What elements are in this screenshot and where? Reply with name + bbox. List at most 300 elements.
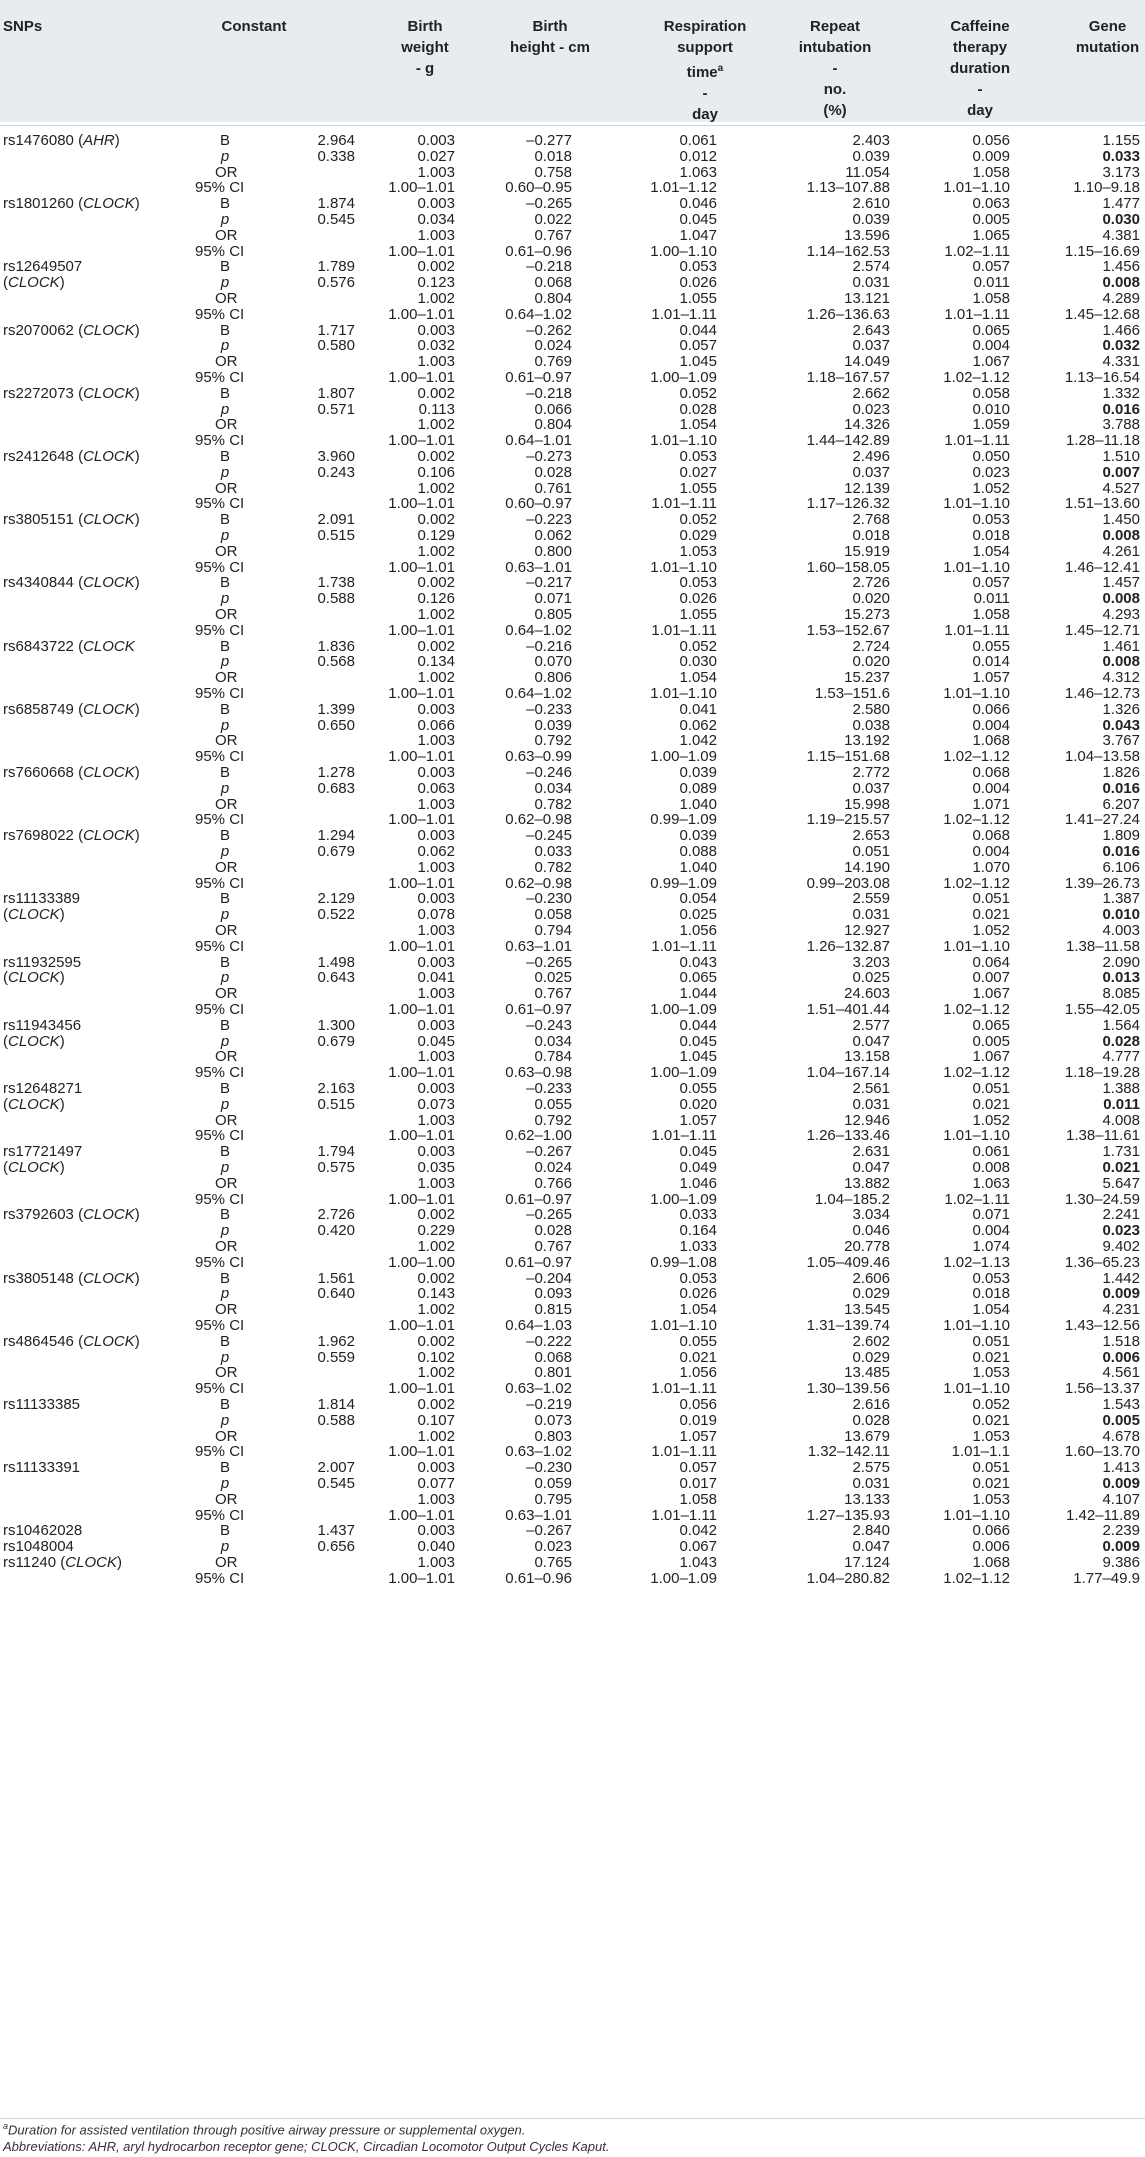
cell-p: 0.066 [417,716,455,734]
cell-ci: 1.01–1.11 [944,621,1010,639]
cell-p: 0.018 [972,527,1010,544]
stat-label: p [220,147,230,165]
cell-p: 0.038 [852,716,890,734]
cell-p: 0.024 [534,337,572,355]
cell-or: 1.059 [972,416,1010,434]
cell-p: 0.007 [1102,463,1140,481]
cell-b: –0.216 [526,637,572,655]
cell-ci: 1.30–139.56 [806,1380,890,1398]
footnote-abbreviations: Abbreviations: AHR, aryl hydrocarbon receptor gene; CLOCK, Circadian Locomotor Output Cycles Kaput. [3,2139,610,2154]
stat-label: p [220,843,230,860]
snp-label: rs11133389 [3,890,81,908]
cell-or: 13.485 [844,1364,890,1382]
stat-label: p [220,779,230,797]
cell-or: 1.002 [417,606,455,623]
cell-p: 0.034 [534,1032,572,1050]
cell-ci: 1.00–1.01 [388,369,455,386]
cell-b: 0.003 [417,1143,455,1161]
cell-p: 0.010 [1102,906,1140,924]
stat-label: p [220,1032,230,1050]
stat-label: OR [215,985,238,1003]
cell-ci: 1.01–1.11 [944,432,1010,450]
cell-or: 13.545 [844,1301,890,1319]
stat-label: B [219,384,230,402]
header-constant: Constant [221,18,287,35]
cell-ci: 1.51–401.44 [806,1001,890,1018]
cell-b: 0.056 [972,132,1010,149]
cell-or: 1.063 [679,163,717,181]
cell-b: 0.033 [679,1206,717,1224]
cell-ci: 1.01–1.11 [651,1506,717,1524]
cell-or: 1.047 [679,226,717,244]
header-repeat-intubation: Repeat intubation - no. (%) [798,18,872,119]
cell-p: 0.063 [417,779,455,797]
cell-or: 1.002 [417,1427,455,1445]
cell-p: 0.018 [972,1285,1010,1303]
stat-label: p [220,716,230,734]
cell-ci: 1.02–1.12 [943,369,1010,386]
cell-ci: 1.38–11.61 [1066,1127,1140,1145]
cell-ci: 0.61–0.97 [505,1190,572,1208]
cell-or: 1.067 [972,985,1010,1003]
stat-label: B [219,195,230,213]
cell-or: 1.053 [972,1364,1010,1382]
cell-p: 0.029 [852,1348,890,1366]
stat-label: 95% CI [195,1443,245,1461]
cell-b: –0.233 [526,1080,572,1097]
cell-ci: 0.61–0.97 [505,1253,572,1271]
stat-label: p [220,969,230,987]
cell-b: 0.061 [972,1143,1010,1161]
cell-ci: 1.60–13.70 [1064,1443,1140,1461]
cell-or: 4.008 [1102,1111,1140,1129]
cell-or: 1.067 [972,1048,1010,1066]
cell-ci: 1.26–132.87 [806,937,890,955]
cell-or: 13.121 [844,290,890,307]
cell-or: 1.056 [679,1364,717,1382]
stat-label: B [219,448,230,465]
cell-or: 4.527 [1102,479,1140,497]
cell-ci: 1.39–26.73 [1064,874,1140,892]
stat-label: 95% CI [195,1253,245,1271]
cell-b: 0.055 [679,1080,717,1097]
cell-p: 0.026 [679,274,717,292]
cell-b: 0.039 [679,764,717,781]
stat-label: 95% CI [195,558,245,576]
cell-p: 0.020 [852,590,890,608]
cell-b: 0.002 [417,511,455,529]
cell-ci: 0.64–1.02 [505,305,572,323]
cell-or: 0.782 [534,795,572,813]
cell-or: 0.804 [534,416,572,434]
cell-ci: 1.01–1.1 [951,1443,1010,1461]
constant-p: 0.568 [317,653,355,671]
cell-b: 2.643 [852,321,890,339]
cell-or: 1.002 [417,1238,455,1255]
cell-b: 0.003 [417,827,455,845]
cell-p: 0.016 [1102,843,1140,860]
cell-p: 0.005 [972,211,1010,228]
cell-ci: 0.64–1.02 [505,621,572,639]
cell-p: 0.065 [679,969,717,987]
cell-ci: 1.32–142.11 [807,1443,890,1461]
cell-or: 0.784 [534,1048,572,1066]
cell-b: 0.003 [417,1016,455,1034]
cell-ci: 1.01–1.11 [651,1127,717,1145]
cell-ci: 0.99–203.08 [806,874,890,892]
cell-or: 1.057 [972,669,1010,687]
constant-b: 2.726 [317,1206,355,1224]
cell-or: 1.071 [972,795,1010,813]
cell-p: 0.032 [1102,337,1140,355]
cell-p: 0.057 [679,337,717,355]
cell-b: –0.265 [526,1206,572,1224]
cell-or: 3.173 [1102,163,1140,181]
stat-label: p [220,1222,230,1240]
stat-label: p [220,1411,230,1429]
constant-b: 2.964 [317,132,355,149]
cell-p: 0.020 [679,1095,717,1113]
stat-label: OR [215,416,238,434]
cell-ci: 1.00–1.01 [388,1064,455,1082]
constant-p: 0.650 [317,716,355,734]
cell-b: 2.403 [852,132,890,149]
stat-label: 95% CI [195,1569,245,1587]
cell-ci: 1.01–1.10 [943,558,1010,576]
cell-p: 0.077 [417,1475,455,1492]
constant-p: 0.656 [317,1538,355,1556]
stat-label: B [219,1522,230,1540]
constant-p: 0.575 [317,1159,355,1176]
cell-p: 0.021 [972,1411,1010,1429]
cell-b: 1.826 [1102,764,1140,781]
constant-p: 0.580 [317,337,355,355]
cell-or: 4.003 [1102,922,1140,939]
cell-p: 0.023 [534,1538,572,1556]
stat-label: B [219,1396,230,1413]
cell-p: 0.005 [1102,1411,1140,1429]
snp-label: rs6843722 (CLOCK [3,637,135,655]
cell-b: 0.057 [972,258,1010,276]
cell-p: 0.047 [852,1032,890,1050]
cell-or: 1.002 [417,290,455,307]
cell-or: 11.054 [845,163,890,181]
cell-b: 3.203 [852,953,890,971]
cell-or: 1.052 [972,479,1010,497]
stat-label: 95% CI [195,1506,245,1524]
cell-or: 4.107 [1102,1490,1140,1508]
snp-label: rs2070062 (CLOCK) [3,321,140,339]
cell-b: –0.230 [526,890,572,908]
cell-b: –0.218 [526,258,572,276]
cell-p: 0.030 [679,653,717,671]
cell-ci: 1.14–162.53 [806,242,890,260]
stat-label: B [219,321,230,339]
cell-b: 0.058 [972,384,1010,402]
cell-b: 1.461 [1102,637,1140,655]
cell-ci: 0.63–1.01 [505,937,572,955]
cell-p: 0.027 [417,147,455,165]
cell-ci: 1.31–139.74 [806,1317,890,1334]
stat-label: 95% CI [195,1317,245,1334]
cell-or: 1.003 [417,1554,455,1571]
cell-or: 0.765 [534,1554,572,1571]
constant-p: 0.683 [317,779,355,797]
cell-ci: 1.77–49.9 [1073,1569,1140,1587]
cell-or: 1.003 [417,858,455,876]
cell-b: 0.053 [679,258,717,276]
cell-ci: 0.61–0.97 [505,369,572,386]
cell-ci: 1.02–1.11 [944,242,1010,260]
cell-p: 0.126 [417,590,455,608]
cell-p: 0.022 [534,211,572,228]
stat-label: p [220,906,230,924]
cell-p: 0.031 [852,906,890,924]
cell-b: 1.477 [1102,195,1140,213]
cell-b: 1.564 [1102,1016,1140,1034]
stat-label: p [220,1348,230,1366]
constant-p: 0.515 [317,527,355,544]
cell-b: 1.388 [1102,1080,1140,1097]
stat-label: OR [215,606,238,623]
cell-b: –0.246 [526,764,572,781]
cell-b: –0.219 [526,1396,572,1413]
cell-or: 4.381 [1102,226,1140,244]
stat-label: 95% CI [195,305,245,323]
cell-p: 0.028 [679,400,717,418]
cell-b: 0.056 [679,1396,717,1413]
cell-b: 2.631 [852,1143,890,1161]
constant-b: 1.814 [317,1396,355,1413]
cell-or: 1.052 [972,922,1010,939]
cell-or: 1.003 [417,1174,455,1192]
cell-ci: 1.41–27.24 [1064,811,1140,829]
cell-p: 0.004 [972,779,1010,797]
cell-or: 4.312 [1102,669,1140,687]
cell-or: 0.792 [534,1111,572,1129]
cell-or: 1.040 [679,795,717,813]
cell-ci: 1.01–1.10 [943,1127,1010,1145]
cell-or: 14.326 [844,416,890,434]
snp-label: rs17721497 [3,1143,83,1161]
header-snps: SNPs [3,18,43,35]
stat-label: B [219,890,230,908]
cell-b: 0.044 [679,321,717,339]
cell-ci: 1.00–1.01 [388,179,455,197]
cell-or: 1.042 [679,732,717,750]
cell-b: 0.002 [417,384,455,402]
stat-label: OR [215,1301,238,1319]
cell-ci: 1.00–1.01 [388,874,455,892]
cell-or: 1.003 [417,163,455,181]
cell-or: 0.767 [534,226,572,244]
cell-or: 0.767 [534,1238,572,1255]
cell-p: 0.031 [852,274,890,292]
cell-ci: 1.02–1.12 [943,748,1010,766]
cell-or: 4.678 [1102,1427,1140,1445]
stat-label: OR [215,1174,238,1192]
stat-label: B [219,1143,230,1161]
cell-ci: 0.62–0.98 [505,811,572,829]
cell-ci: 1.17–126.32 [806,495,890,513]
cell-ci: 1.30–24.59 [1064,1190,1140,1208]
cell-b: 1.387 [1102,890,1140,908]
cell-ci: 1.01–1.10 [650,558,717,576]
cell-or: 1.045 [679,353,717,371]
cell-or: 1.003 [417,353,455,371]
stat-label: OR [215,1427,238,1445]
stat-label: OR [215,163,238,181]
cell-or: 1.058 [972,163,1010,181]
cell-ci: 0.63–1.01 [505,558,572,576]
header-respiration: Respiration support time$^a$ - day [663,18,747,123]
cell-ci: 1.04–185.2 [814,1190,890,1208]
cell-ci: 0.62–1.00 [505,1127,572,1145]
cell-b: 0.003 [417,1459,455,1477]
cell-ci: 1.00–1.00 [388,1253,455,1271]
cell-p: 0.006 [1102,1348,1140,1366]
stat-label: OR [215,1490,238,1508]
cell-b: 0.003 [417,890,455,908]
cell-b: 2.606 [852,1269,890,1287]
cell-p: 0.046 [852,1222,890,1240]
cell-ci: 1.05–409.46 [806,1253,890,1271]
cell-p: 0.040 [417,1538,455,1556]
constant-b: 1.300 [317,1016,355,1034]
constant-b: 1.437 [317,1522,355,1540]
footer-divider [0,2118,1145,2119]
cell-or: 6.207 [1102,795,1140,813]
stat-label: 95% CI [195,1064,245,1082]
cell-p: 0.008 [972,1159,1010,1176]
cell-ci: 1.26–136.63 [806,305,890,323]
cell-p: 0.023 [1102,1222,1140,1240]
cell-p: 0.017 [679,1475,717,1492]
cell-p: 0.066 [534,400,572,418]
cell-p: 0.034 [417,211,455,228]
cell-ci: 1.00–1.01 [388,558,455,576]
cell-ci: 1.15–151.68 [806,748,890,766]
cell-p: 0.039 [852,147,890,165]
snp-label: rs11932595 [3,953,82,971]
cell-or: 1.053 [972,1490,1010,1508]
cell-b: 1.543 [1102,1396,1140,1413]
cell-b: 1.518 [1102,1332,1140,1350]
cell-p: 0.143 [417,1285,455,1303]
cell-ci: 1.00–1.01 [388,495,455,513]
cell-b: 2.241 [1102,1206,1140,1224]
snp-label: rs2272073 (CLOCK) [3,384,140,402]
cell-or: 0.815 [534,1301,572,1319]
cell-or: 0.794 [534,922,572,939]
cell-p: 0.004 [972,716,1010,734]
cell-b: 1.326 [1102,700,1140,718]
cell-p: 0.068 [534,1348,572,1366]
cell-b: –0.223 [526,511,572,529]
stat-label: B [219,1332,230,1350]
cell-ci: 1.00–1.01 [388,748,455,766]
cell-or: 1.054 [679,1301,717,1319]
cell-or: 15.998 [844,795,890,813]
cell-or: 1.053 [679,542,717,560]
stat-label: 95% CI [195,1380,245,1398]
cell-ci: 1.01–1.10 [943,1380,1010,1398]
cell-p: 0.129 [417,527,455,544]
cell-ci: 1.56–13.37 [1064,1380,1140,1398]
cell-p: 0.034 [534,779,572,797]
cell-ci: 1.00–1.01 [388,811,455,829]
cell-p: 0.009 [972,147,1010,165]
cell-p: 0.031 [852,1475,890,1492]
constant-b: 1.874 [317,195,355,213]
cell-ci: 0.61–0.96 [505,242,572,260]
cell-b: –0.218 [526,384,572,402]
snp-label: rs3805148 (CLOCK) [3,1269,140,1287]
stat-label: p [220,274,230,292]
cell-or: 1.002 [417,1364,455,1382]
cell-or: 0.767 [534,985,572,1003]
cell-p: 0.028 [534,1222,572,1240]
cell-or: 1.058 [679,1490,717,1508]
cell-b: 0.003 [417,764,455,781]
constant-b: 1.399 [317,700,355,718]
cell-b: 0.043 [679,953,717,971]
stat-label: OR [215,922,238,939]
cell-b: 0.002 [417,258,455,276]
constant-p: 0.522 [317,906,355,924]
cell-ci: 1.00–1.01 [388,432,455,450]
cell-or: 1.002 [417,416,455,434]
snp-gene-label: (CLOCK) [3,1159,65,1176]
cell-ci: 1.01–1.11 [651,1380,717,1398]
stat-label: 95% CI [195,432,245,450]
cell-b: 2.772 [852,764,890,781]
stat-label: B [219,637,230,655]
header-divider [0,125,1145,126]
cell-or: 13.192 [844,732,890,750]
cell-p: 0.011 [973,590,1010,608]
stat-label: 95% CI [195,369,245,386]
cell-p: 0.106 [417,463,455,481]
cell-b: –0.273 [526,448,572,465]
cell-ci: 1.02–1.12 [943,874,1010,892]
cell-b: 0.066 [972,700,1010,718]
cell-p: 0.031 [852,1095,890,1113]
cell-p: 0.009 [1102,1285,1140,1303]
cell-p: 0.016 [1102,779,1140,797]
cell-b: 1.450 [1102,511,1140,529]
cell-b: 0.065 [972,1016,1010,1034]
stat-label: OR [215,353,238,371]
cell-p: 0.229 [417,1222,455,1240]
cell-or: 1.054 [679,669,717,687]
cell-b: 1.442 [1102,1269,1140,1287]
cell-p: 0.025 [679,906,717,924]
cell-b: 1.809 [1102,827,1140,845]
cell-b: 1.332 [1102,384,1140,402]
cell-b: 0.052 [679,384,717,402]
cell-b: 0.046 [679,195,717,213]
snp-label: rs4340844 (CLOCK) [3,574,140,592]
cell-b: 0.045 [679,1143,717,1161]
cell-p: 0.073 [534,1411,572,1429]
cell-b: 0.039 [679,827,717,845]
stat-label: B [219,700,230,718]
cell-p: 0.009 [1102,1538,1140,1556]
cell-b: 0.051 [972,1080,1010,1097]
cell-b: 0.002 [417,448,455,465]
cell-or: 6.106 [1102,858,1140,876]
